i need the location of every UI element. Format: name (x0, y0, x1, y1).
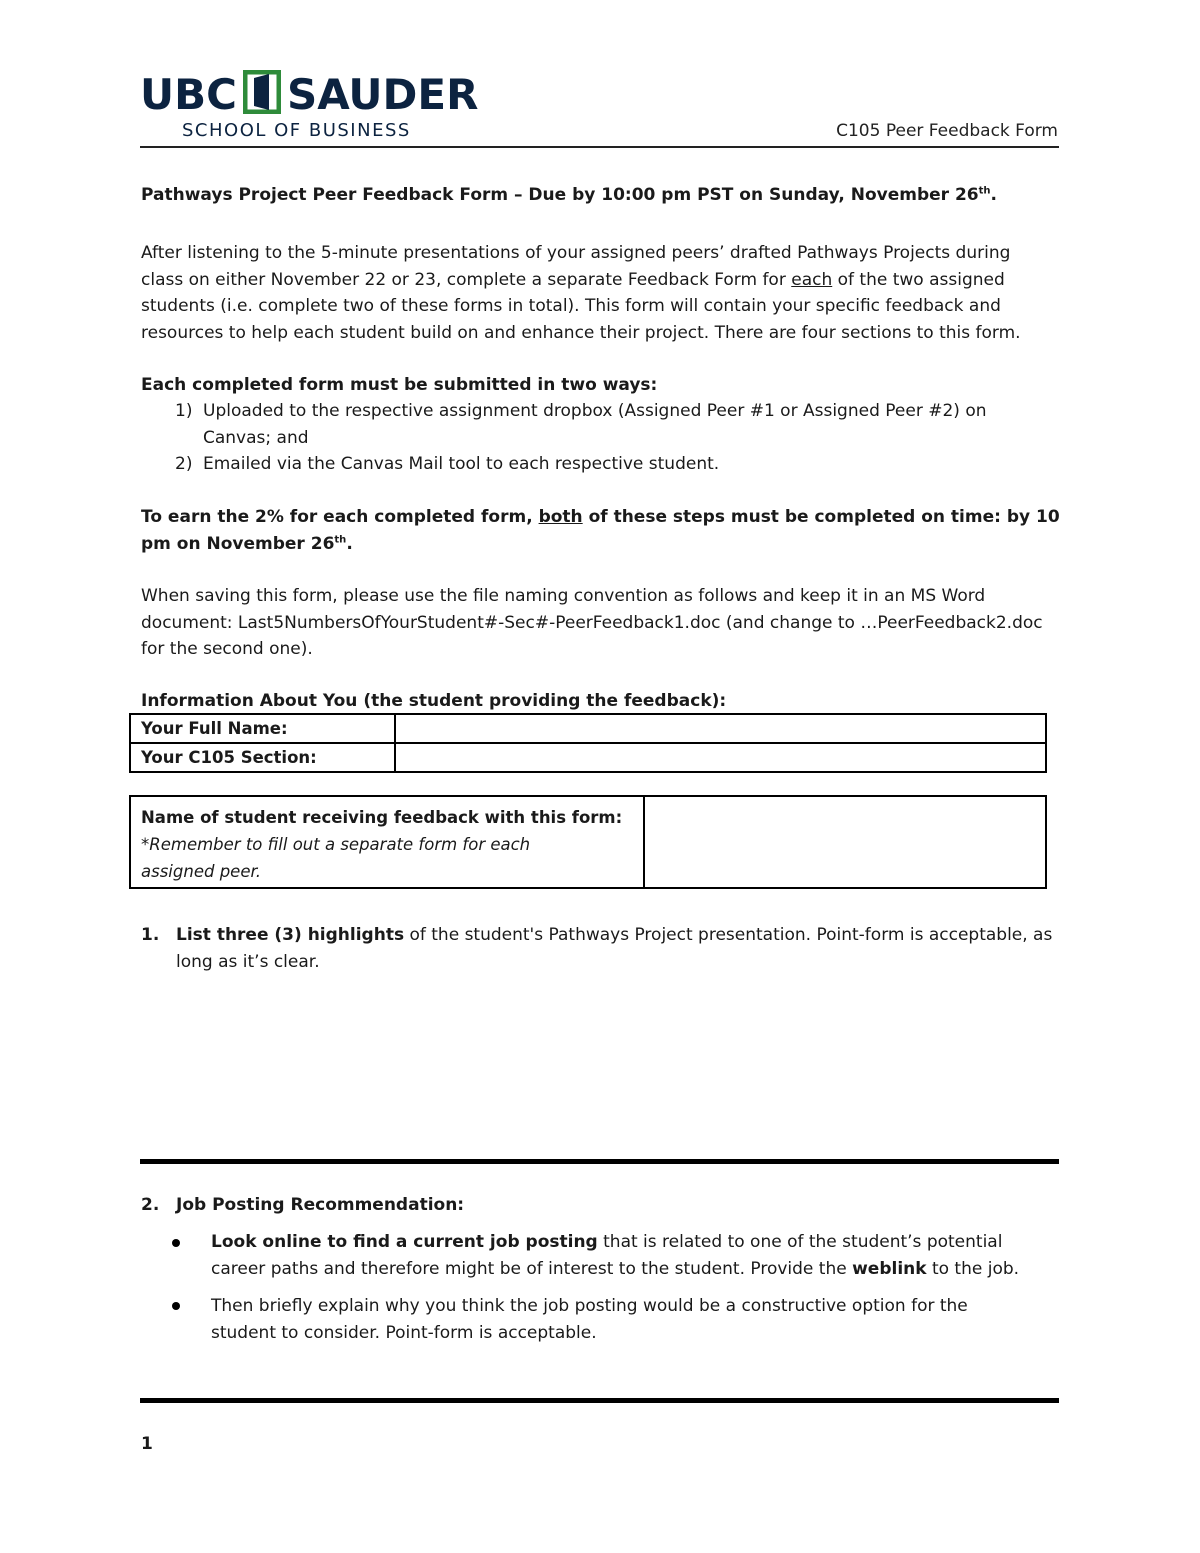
question-number: 2. (141, 1195, 160, 1215)
step-number: 1) (175, 401, 193, 421)
question-1-text (176, 922, 1056, 975)
logo-ubc-text: UBC (140, 70, 237, 119)
q1-text: of the student's Pathways Project presentation. Point-form is acceptable, as long as it’s clear. (176, 925, 1053, 972)
page-title (141, 182, 1066, 209)
earn-end: . (346, 533, 353, 554)
receiving-label: Name of student receiving feedback with this form: (141, 808, 623, 827)
logo-wordmark (140, 66, 478, 124)
header-divider (140, 146, 1059, 148)
earn-part2: of these steps must be completed on time: by 10 pm on November 26 (141, 507, 1060, 554)
naming-paragraph: When saving this form, please use the file naming convention as follows and keep it in an MS Word document: Last5NumbersOfYourStudent#-Sec#-PeerFeedback1.doc (and change to …PeerFeedback2.doc for the second one). (141, 586, 1043, 659)
title-sup: th (978, 185, 991, 197)
question-2-heading: Job Posting Recommendation: (176, 1195, 465, 1215)
step-number: 2) (175, 454, 193, 474)
logo-door-icon (243, 70, 281, 114)
form-header-title: C105 Peer Feedback Form (836, 121, 1058, 141)
bullet-icon (172, 1302, 180, 1310)
submission-heading: Each completed form must be submitted in two ways: (141, 375, 658, 395)
bullet1-text-b: to the job. (926, 1258, 1020, 1279)
section-label: Your C105 Section: (130, 743, 395, 772)
receiving-student-table (129, 795, 1047, 889)
full-name-label: Your Full Name: (130, 714, 395, 743)
answer-divider (140, 1398, 1059, 1403)
intro-underlined: each (791, 269, 833, 290)
bullet-icon (172, 1239, 180, 1247)
question-2-bullet (211, 1229, 1061, 1282)
info-about-you-table (129, 713, 1047, 773)
step-text: Uploaded to the respective assignment dropbox (Assigned Peer #1 or Assigned Peer #2) on Canvas; and (203, 401, 987, 448)
bullet1-bold-a: Look online to find a current job posting (211, 1232, 598, 1252)
ubc-sauder-logo (140, 66, 479, 146)
logo-subtext: SCHOOL OF BUSINESS (182, 120, 411, 141)
intro-paragraph (141, 240, 1041, 346)
page-number: 1 (141, 1434, 153, 1454)
logo-sauder-text: SAUDER (286, 70, 479, 119)
intro-part2: of the two assigned students (i.e. complete two of these forms in total). This form will contain your specific feedback and resources to help each student build on and enhance their project. There are four sections to this form. (141, 269, 1021, 343)
title-end: . (990, 185, 997, 205)
question-number: 1. (141, 925, 160, 945)
earn-paragraph (141, 504, 1061, 557)
step-text: Emailed via the Canvas Mail tool to each respective student. (203, 454, 720, 474)
earn-part1: To earn the 2% for each completed form, (141, 507, 539, 527)
bullet1-bold-b: weblink (852, 1258, 927, 1279)
section-field[interactable] (395, 743, 1046, 772)
receiving-note: *Remember to fill out a separate form for each assigned peer. (141, 835, 531, 881)
question-2-bullet: Then briefly explain why you think the job posting would be a constructive option for the student to consider. Point-form is acceptable. (211, 1296, 968, 1343)
info-heading: Information About You (the student providing the feedback): (141, 691, 727, 711)
bullet1-text-a: that is related to one of the student’s potential career paths and therefore might be of interest to the student. Provide the (211, 1232, 1003, 1279)
title-text: Pathways Project Peer Feedback Form – Due by 10:00 pm PST on Sunday, November 26 (141, 185, 979, 205)
full-name-field[interactable] (395, 714, 1046, 743)
earn-sup: th (334, 533, 347, 545)
earn-underlined: both (538, 507, 583, 527)
receiving-label-cell (130, 796, 644, 888)
q1-bold: List three (3) highlights (176, 925, 405, 945)
intro-part1: After listening to the 5-minute presentations of your assigned peers’ drafted Pathways Projects during class on either November 22 or 23, complete a separate Feedback Form for (141, 243, 1011, 290)
answer-divider (140, 1159, 1059, 1164)
receiving-student-field[interactable] (644, 796, 1046, 888)
